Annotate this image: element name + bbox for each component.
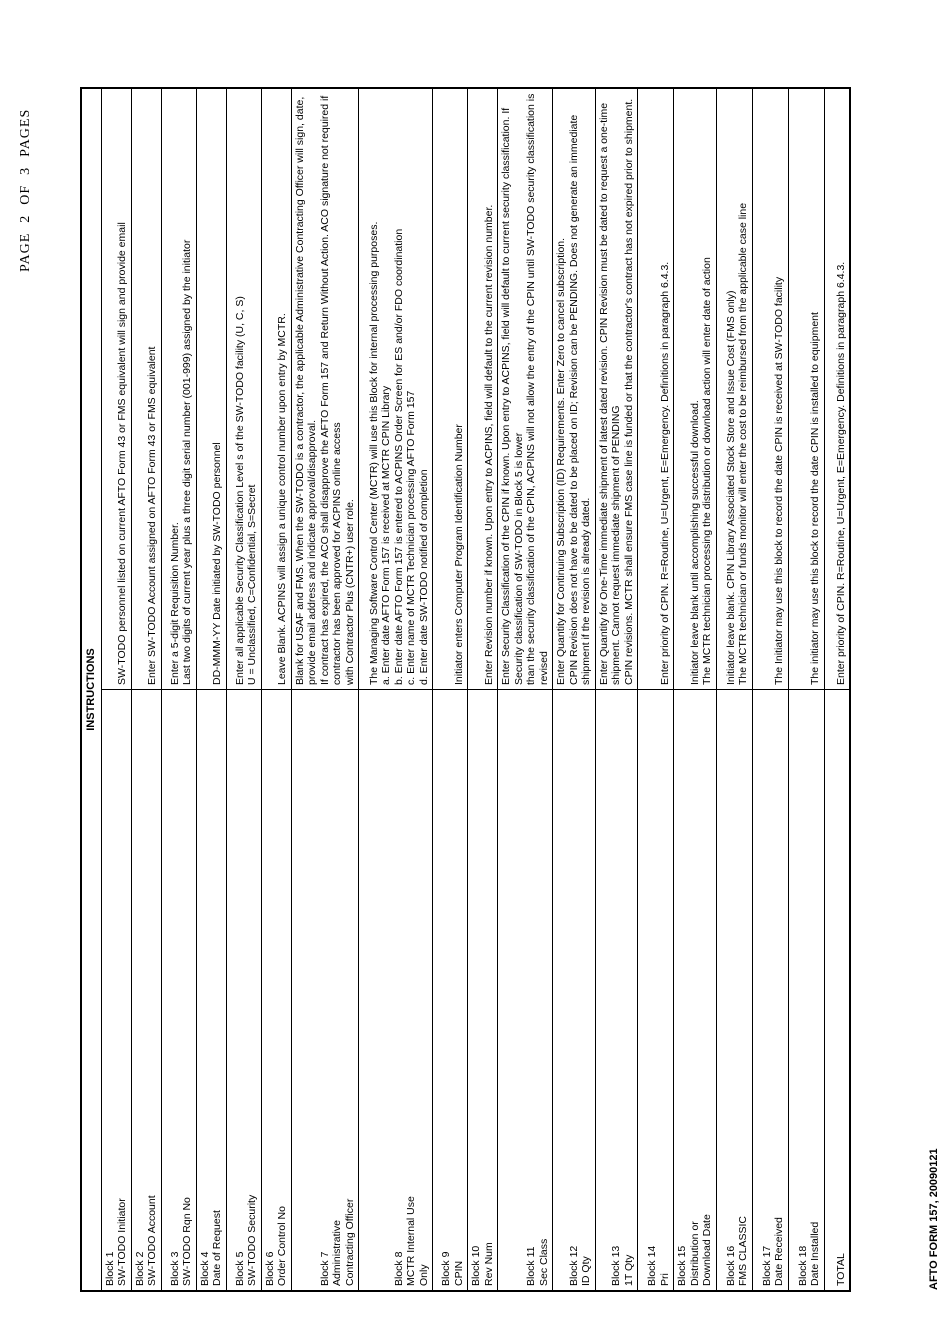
table-row (433, 88, 468, 1291)
page-number: 2 (18, 214, 33, 223)
pages-label: PAGES (18, 108, 33, 157)
instruction-cell (824, 88, 850, 690)
instruction-cell (638, 88, 674, 690)
block-label-cell (468, 690, 498, 1292)
block-label: Pri (658, 1273, 671, 1286)
instruction-line: CPIN Revision does not have to be dated to be placed on ID; Revision can be PENDING. Does not generate an immediate shipment if the revision is already dated. (567, 114, 592, 685)
block-label-cell (433, 690, 468, 1292)
instruction-line: The MCTR technician or funds monitor will enter the cost to be reimbursed from the applicable case line (737, 202, 749, 685)
block-label: Rev Num (482, 1242, 495, 1286)
instruction-line: Enter Security Classification of the CPIN if known. Upon entry to ACPINS, field will default to current security classification. If Security classification of SW-TODO in Block 5 is lower (500, 107, 525, 685)
instruction-cell (498, 88, 553, 690)
block-number: Block 7 (318, 1251, 331, 1286)
table-row (101, 88, 131, 1291)
block-label-cell (638, 690, 674, 1292)
block-number: TOTAL (834, 1253, 847, 1286)
block-number: Block 2 (133, 1251, 146, 1286)
instruction-cell (359, 88, 433, 690)
table-row (261, 88, 291, 1291)
instruction-line: If contract has expired, the ACO shall disapprove the AFTO Form 157 and Return Without Action. ACO signature not required if contractor has been approved for ACPINS online access (318, 95, 343, 685)
block-label-cell (674, 690, 717, 1292)
instruction-line: Enter all applicable Security Classification Level s of the SW-TODO facility (U, C, S) (233, 296, 246, 685)
instruction-line: U = Unclassified, C=Confidential, S=Secret (246, 484, 258, 685)
block-label-cell (226, 690, 261, 1292)
instruction-line: DD-MMM-YY Date initiated by SW-TODO personnel (211, 442, 223, 685)
table-row (131, 88, 161, 1291)
instruction-line: The MCTR technician processing the distribution or download action will enter date of action (701, 257, 713, 685)
block-label: Order Control No (276, 1206, 288, 1286)
block-label: SW-TODO Initiator (116, 1198, 128, 1286)
block-label-cell (261, 690, 291, 1292)
block-label: FMS CLASSIC (737, 1215, 749, 1286)
instructions-title: INSTRUCTIONS (81, 88, 101, 1291)
block-label-cell (498, 690, 553, 1292)
instruction-line: Initiator leave blank until accomplishing successful download. (688, 400, 701, 685)
block-number: Block 8 (392, 1251, 405, 1286)
block-label: Date of Request (211, 1210, 223, 1286)
instruction-cell (226, 88, 261, 690)
instruction-cell (291, 88, 359, 690)
instruction-line: Enter priority of CPIN. R=Routine, U=Urgent, E=Emergency. Definitions in paragraph 6.4.3. (834, 261, 847, 685)
instruction-cell (595, 88, 638, 690)
instruction-line: The Managing Software Control Center (MCTR) will use this Block for internal processing purposes. (367, 221, 380, 685)
instruction-cell (196, 88, 226, 690)
instruction-line: Enter SW-TODO Account assigned on AFTO Form 43 or FMS equivalent (146, 346, 158, 685)
block-number: Block 15 (676, 1245, 688, 1286)
instruction-line: CPIN revisions. MCTR shall ensure FMS case line is funded or that the contractor's contract has not expired prior to shipment. (622, 98, 635, 685)
block-label: 1T Qty (622, 1254, 635, 1286)
instruction-line: Enter Quantity for One-Time immediate shipment of latest dated revision. CPIN Revision must be dated to request a one-time shipment. Cannot request immediate shipment of PENDING (597, 102, 622, 685)
instruction-cell (553, 88, 596, 690)
instruction-line: Enter Quantity for Continuing Subscription (ID) Requirements. Enter Zero to cancel subscription. (555, 237, 567, 685)
block-number: Block 4 (198, 1251, 211, 1286)
instruction-cell (674, 88, 717, 690)
block-label: Download Date (701, 1214, 713, 1286)
block-label-cell (788, 690, 824, 1292)
block-label: Date Installed (809, 1221, 821, 1286)
instruction-line: Enter a 5-digit Requisition Number. (168, 522, 181, 685)
table-row (498, 88, 553, 1291)
instruction-cell (433, 88, 468, 690)
instruction-cell (788, 88, 824, 690)
table-row (161, 88, 196, 1291)
table-row (788, 88, 824, 1291)
block-label: Administrative (331, 1220, 343, 1286)
instruction-line: Initiator enters Computer Program Identification Number (452, 424, 465, 685)
total-pages: 3 (18, 166, 33, 175)
block-label-cell (101, 690, 131, 1292)
table-row (674, 88, 717, 1291)
block-label-cell (824, 690, 850, 1292)
table-row (595, 88, 638, 1291)
instruction-line: Enter priority of CPIN. R=Routine, U=Urgent, E=Emergency. Definitions in paragraph 6.4.3. (658, 261, 671, 685)
page-label: PAGE (18, 232, 33, 272)
table-row (359, 88, 433, 1291)
block-label-cell (553, 690, 596, 1292)
table-row (226, 88, 261, 1291)
instruction-line: The Initiator may use this block to record the date CPIN is received at SW-TODO facility (773, 276, 785, 685)
instructions-table (80, 87, 851, 1292)
instruction-line: d. Enter date SW-TODO notified of completion (417, 469, 430, 685)
block-number: Block 1 (103, 1251, 116, 1286)
instruction-line: Last two digits of current year plus a three digit serial number (001-999) assigned by the initiator (181, 239, 193, 685)
block-number: Block 11 (525, 1246, 537, 1286)
block-label-cell (161, 690, 196, 1292)
block-number: Block 6 (263, 1251, 276, 1286)
instruction-line: SW-TODO personnel listed on current AFTO Form 43 or FMS equivalent will sign and provide email (116, 222, 128, 685)
instruction-cell (161, 88, 196, 690)
page-number-header (18, 99, 34, 272)
block-number: Block 14 (646, 1245, 658, 1286)
block-number: Block 10 (470, 1245, 482, 1286)
instruction-cell (468, 88, 498, 690)
block-number: Block 5 (233, 1251, 246, 1286)
instruction-cell (752, 88, 788, 690)
block-number: Block 13 (610, 1245, 622, 1286)
table-row (468, 88, 498, 1291)
block-label-cell (716, 690, 752, 1292)
block-label: CPIN (452, 1260, 465, 1286)
block-number: Block 9 (440, 1251, 452, 1286)
block-label: ID Qty (580, 1256, 592, 1286)
instruction-line: Enter Revision number if known. Upon entry to ACPINS, field will default to the current revision number. (482, 204, 495, 685)
block-label-cell (752, 690, 788, 1292)
block-number: Block 3 (168, 1251, 181, 1286)
block-label-cell (196, 690, 226, 1292)
instruction-line: The initiator may use this block to record the date CPIN is installed to equipment (809, 312, 821, 685)
block-label-cell (291, 690, 359, 1292)
block-number: Block 18 (796, 1245, 809, 1286)
table-row (291, 88, 359, 1291)
instruction-line: than the security classification of the CPIN, ACPINS will not allow the entry of the CPIN until SW-TODO security classification is revised (525, 93, 550, 685)
block-label: SW-TODO Security (246, 1194, 258, 1286)
block-number: Block 17 (760, 1245, 773, 1286)
instruction-line: c. Enter name of MCTR Technician processing AFTO Form 157 (405, 390, 417, 685)
instruction-line: Leave Blank. ACPINS will assign a unique control number upon entry by MCTR. (276, 313, 288, 685)
block-number: Block 12 (567, 1245, 580, 1286)
block-label: Distribution or (688, 1221, 701, 1286)
block-label-cell (131, 690, 161, 1292)
table-row (716, 88, 752, 1291)
instruction-cell (101, 88, 131, 690)
of-label: OF (18, 184, 33, 205)
block-label: Contracting Officer (343, 1198, 356, 1286)
block-label: SW-TODO Rqn No (181, 1197, 193, 1286)
table-row (638, 88, 674, 1291)
instruction-cell (716, 88, 752, 690)
block-label: Date Received (773, 1217, 785, 1286)
block-label-cell (359, 690, 433, 1292)
block-label: Only (417, 1264, 430, 1286)
block-label-cell (595, 690, 638, 1292)
instruction-line: Blank for USAF and FMS. When the SW-TODO is a contractor, the applicable Administrative Contracting Officer will sign, date, provide email address and indicate approval/disapproval. (293, 96, 318, 685)
block-number: Block 16 (724, 1245, 737, 1286)
instruction-cell (261, 88, 291, 690)
block-label: MCTR Internal Use (405, 1196, 417, 1286)
instruction-cell (131, 88, 161, 690)
table-row (196, 88, 226, 1291)
table-row (553, 88, 596, 1291)
block-label: Sec Class (537, 1238, 550, 1286)
instruction-line: a. Enter date AFTO Form 157 is received at MCTR CPIN Library (380, 385, 392, 685)
table-row (752, 88, 788, 1291)
instruction-line: Initiator leave blank. CPIN Library Associated Stock Store and Issue Cost (FMS only) (724, 290, 737, 685)
block-label: SW-TODO Account (146, 1195, 158, 1286)
instruction-line: with Contractor Plus (CNTR+) user role. (343, 499, 356, 685)
table-row (824, 88, 850, 1291)
form-footer: AFTO FORM 157, 20090121 (928, 1148, 940, 1290)
instruction-line: b. Enter date AFTO Form 157 is entered to ACPINS Order Screen for ES and/or FDO coordination (392, 228, 405, 685)
